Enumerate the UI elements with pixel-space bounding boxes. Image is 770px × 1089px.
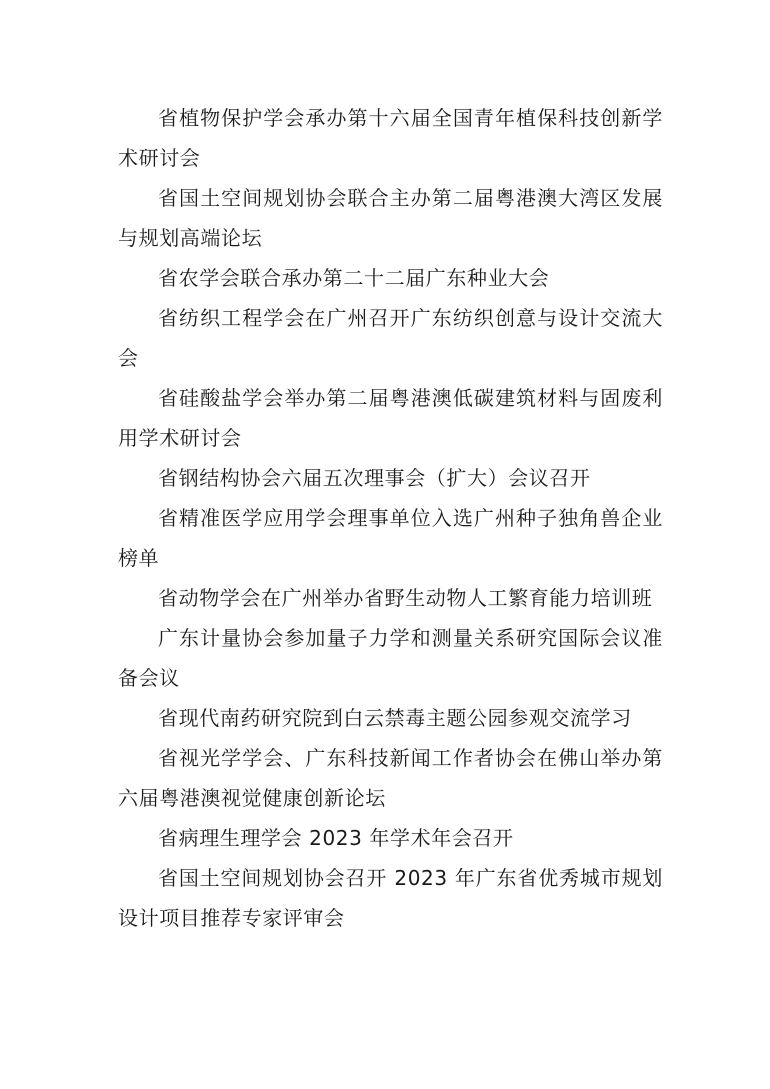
news-item: 省硅酸盐学会举办第二届粤港澳低碳建筑材料与固废利用学术研讨会: [118, 386, 663, 450]
news-item: 省钢结构协会六届五次理事会（扩大）会议召开: [158, 466, 591, 490]
news-item: 省现代南药研究院到白云禁毒主题公园参观交流学习: [158, 706, 632, 730]
news-item: 省国土空间规划协会召开 2023 年广东省优秀城市规划设计项目推荐专家评审会: [118, 866, 663, 930]
news-item: 省国土空间规划协会联合主办第二届粤港澳大湾区发展与规划高端论坛: [118, 186, 663, 250]
news-item: 省精准医学应用学会理事单位入选广州种子独角兽企业榜单: [118, 506, 663, 570]
news-list: [118, 98, 663, 938]
news-item: 省视光学学会、广东科技新闻工作者协会在佛山举办第六届粤港澳视觉健康创新论坛: [118, 746, 663, 810]
news-item: 省病理生理学会 2023 年学术年会召开: [158, 826, 514, 850]
news-item: 省纺织工程学会在广州召开广东纺织创意与设计交流大会: [118, 306, 663, 370]
news-item: 广东计量协会参加量子力学和测量关系研究国际会议准备会议: [118, 626, 663, 690]
news-item: 省农学会联合承办第二十二届广东种业大会: [158, 266, 550, 290]
news-item: 省动物学会在广州举办省野生动物人工繁育能力培训班: [158, 586, 653, 610]
news-item: 省植物保护学会承办第十六届全国青年植保科技创新学术研讨会: [118, 106, 663, 170]
